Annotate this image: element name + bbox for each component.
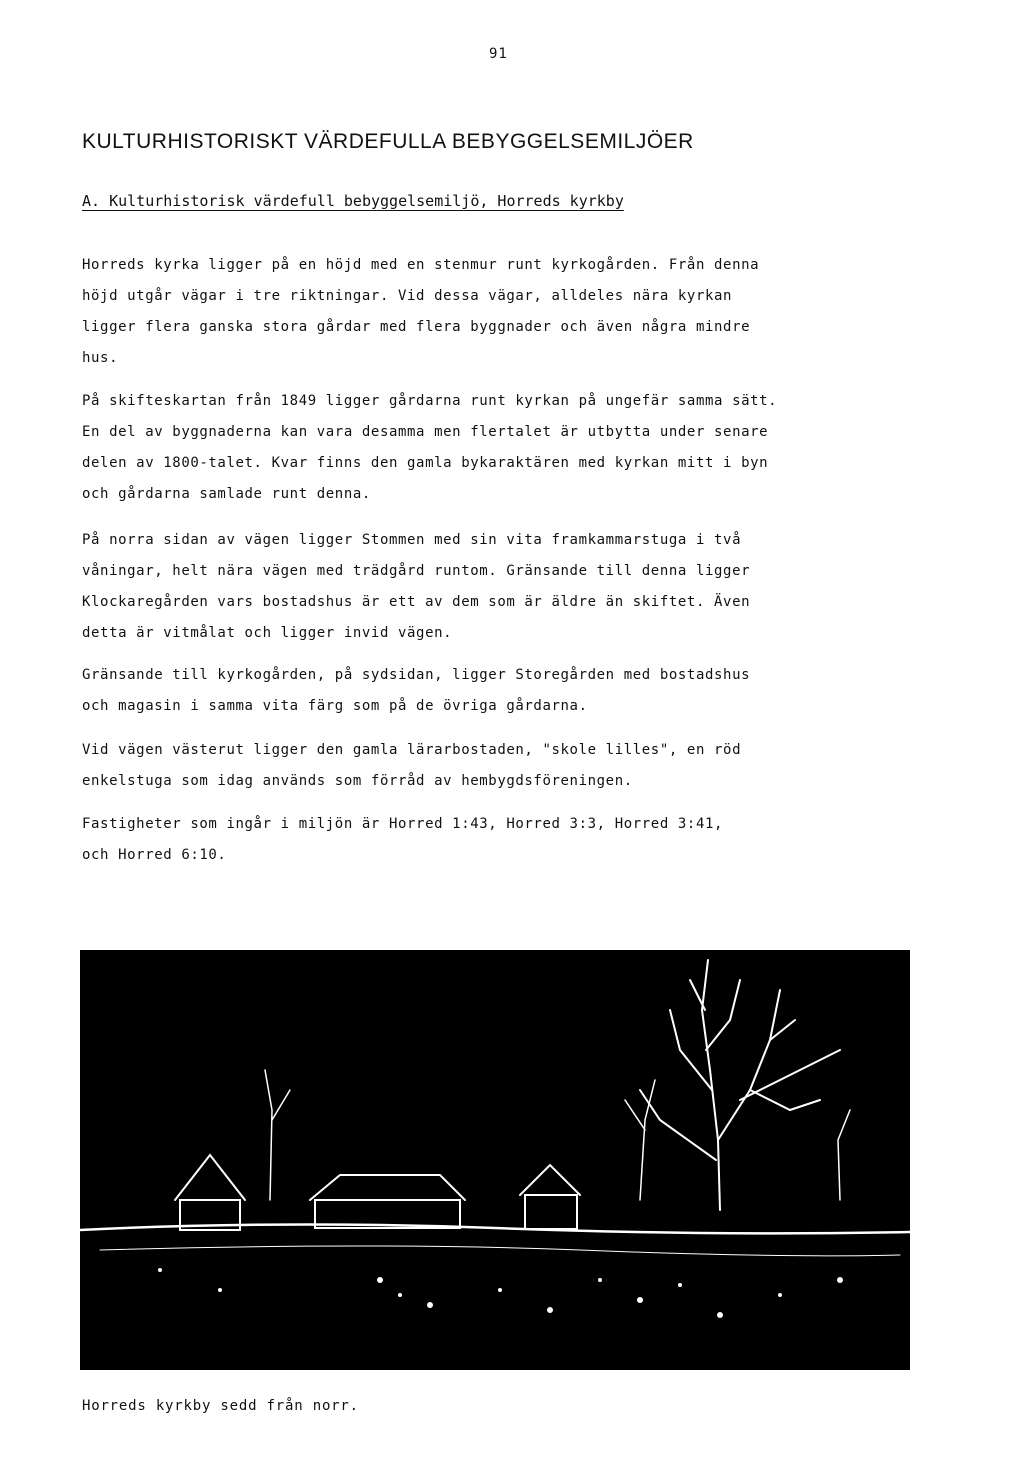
text-line: På skifteskartan från 1849 ligger gårdarna runt kyrkan på ungefär samma sätt. (82, 393, 778, 409)
text-line: Horreds kyrka ligger på en höjd med en stenmur runt kyrkogården. Från denna (82, 257, 760, 273)
text-line: höjd utgår vägar i tre riktningar. Vid dessa vägar, alldeles nära kyrkan (82, 288, 733, 304)
text-line: På norra sidan av vägen ligger Stommen med sin vita framkammarstuga i två (82, 532, 742, 548)
paragraph-fastigheter (82, 809, 912, 871)
paragraph-skifteskartan (82, 386, 912, 510)
text-line: och magasin i samma vita färg som på de övriga gårdarna. (82, 698, 588, 714)
text-line: Gränsande till kyrkogården, på sydsidan, ligger Storegården med bostadshus (82, 667, 751, 683)
houses (175, 1155, 580, 1230)
text-line: Vid vägen västerut ligger den gamla lärarbostaden, "skole lilles", en röd (82, 742, 742, 758)
text-line: hus. (82, 350, 119, 366)
section-title: A. Kulturhistorisk värdefull bebyggelsemiljö, Horreds kyrkby (82, 192, 624, 210)
text-line: våningar, helt nära vägen med trädgård runtom. Gränsande till denna ligger (82, 563, 751, 579)
page-number: 91 (489, 46, 508, 62)
paragraph-stommen (82, 525, 912, 649)
paragraph-storegarden (82, 660, 912, 722)
bare-tree (640, 960, 840, 1210)
text-line: Klockaregården vars bostadshus är ett av dem som är äldre än skiftet. Även (82, 594, 751, 610)
text-line: ligger flera ganska stora gårdar med flera byggnader och även några mindre (82, 319, 751, 335)
village-photo-drawing (80, 950, 910, 1370)
text-line: Fastigheter som ingår i miljön är Horred 1:43, Horred 3:3, Horred 3:41, (82, 816, 724, 832)
village-photo (80, 950, 910, 1370)
text-line: En del av byggnaderna kan vara desamma men flertalet är utbytta under senare (82, 424, 769, 440)
text-line: och Horred 6:10. (82, 847, 227, 863)
text-line: delen av 1800-talet. Kvar finns den gamla bykaraktären med kyrkan mitt i byn (82, 455, 769, 471)
text-line: detta är vitmålat och ligger invid vägen. (82, 625, 453, 641)
page-title: KULTURHISTORISKT VÄRDEFULLA BEBYGGELSEMILJÖER (82, 130, 694, 153)
paragraph-lararbostaden (82, 735, 912, 797)
paragraph-church-location (82, 250, 912, 374)
photo-caption: Horreds kyrkby sedd från norr. (82, 1398, 359, 1414)
text-line: och gårdarna samlade runt denna. (82, 486, 371, 502)
text-line: enkelstuga som idag används som förråd av hembygdsföreningen. (82, 773, 633, 789)
